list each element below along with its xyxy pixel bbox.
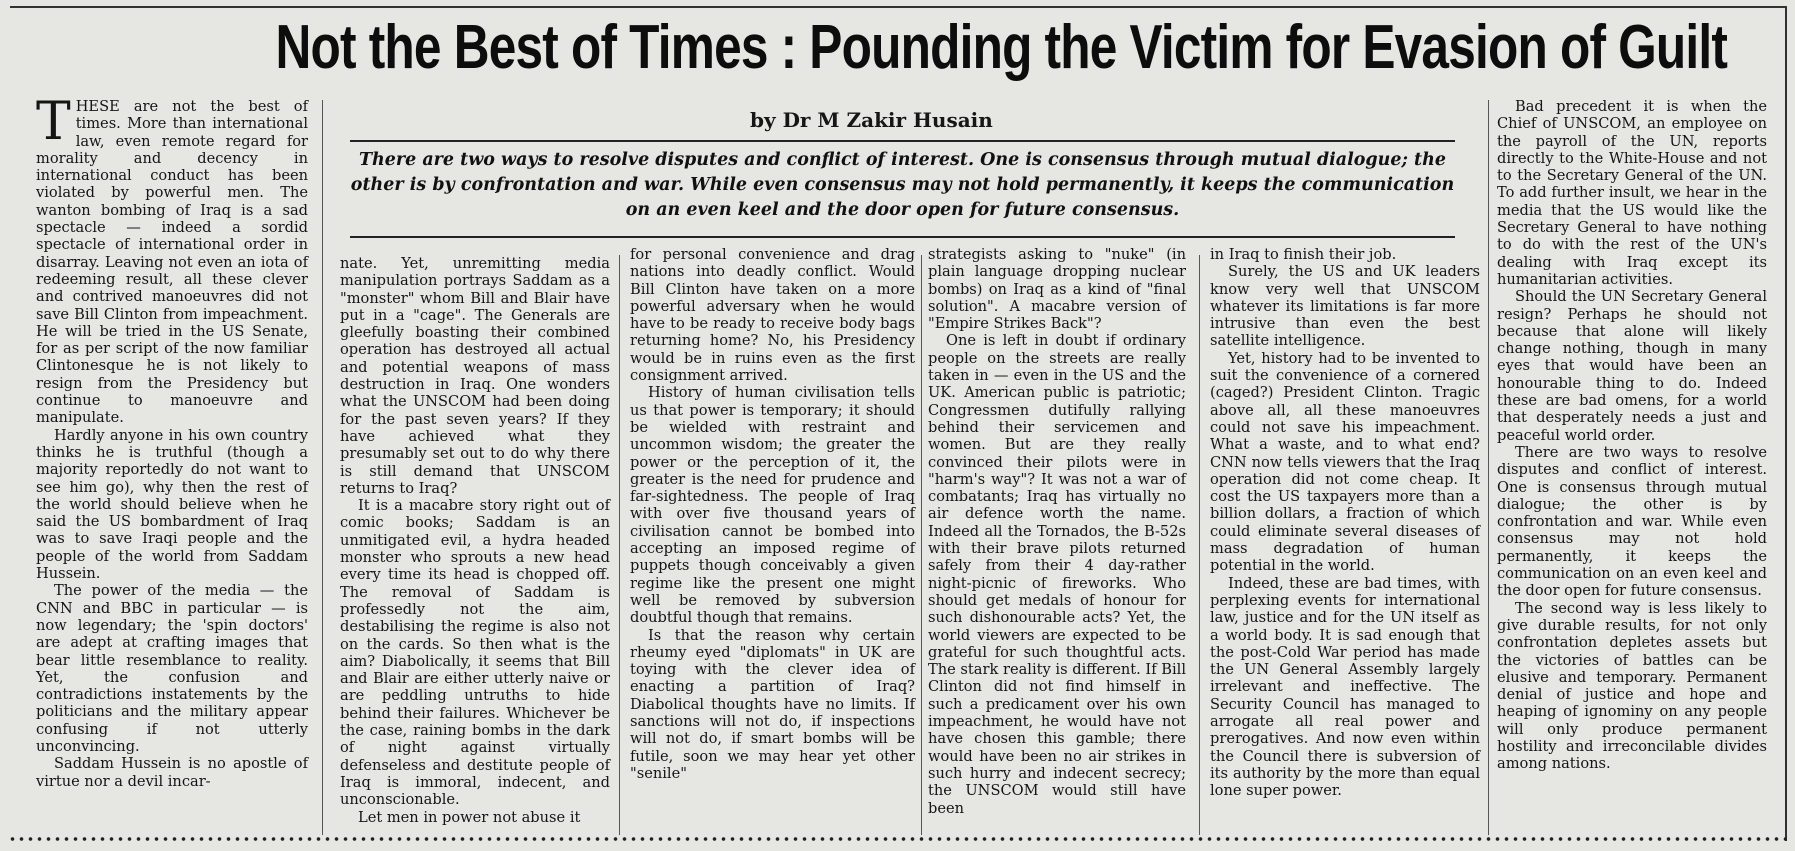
byline — [640, 108, 1540, 132]
article-column-1 — [36, 92, 308, 790]
article-paragraph: Bad precedent it is when the Chief of UNSCOM, an employee on the payroll of the UN, reports directly to the White-House and not to the Secretary General of the UN. To add further insult, we hear in the media that the US would like the Secretary General to have nothing to do with the rest of the UN's dealing with Iraq except its humanitarian activities. — [1497, 98, 1767, 288]
article-column-6 — [1497, 98, 1767, 773]
article-paragraph: Surely, the US and UK leaders know very well that UNSCOM whatever its limitations is far more intrusive than even the best satellite intelligence. — [1210, 263, 1480, 350]
deck-rule-top — [350, 140, 1455, 142]
byline-text: by Dr M Zakir Husain — [750, 108, 993, 132]
column-divider — [322, 100, 323, 835]
article-paragraph: It is a macabre story right out of comic books; Saddam is an unmitigated evil, a hydra headed monster who sprouts a new head every time its head is chopped off. The removal of Saddam is professedly not the aim, destabilising the regime is also not on the cards. So then what is the aim? Diabolically, it seems that Bill and Blair are either utterly naive or are peddling untruths to hide behind their failures. Whichever be the case, raining bombs in the dark of night against virtually defenseless and destitute people of Iraq is immoral, indecent, and unconscionable. — [340, 497, 610, 809]
article-paragraph: The power of the media — the CNN and BBC in particular — is now legendary; the 'spin doctors' are adept at crafting images that bear little resemblance to reality. Yet, the confusion and contradictions instatements by the politicians and the military appear confusing if not utterly unconvincing. — [36, 582, 308, 755]
article-column-2 — [340, 255, 610, 826]
deck-summary: There are two ways to resolve disputes and conflict of interest. One is consensus through mutual dialogue; the other is by confrontation and war. While even consensus may not hold permanently, it keeps the communication on an even keel and the door open for future consensus. — [350, 150, 1455, 220]
column-divider — [619, 255, 620, 835]
article-paragraph: for personal convenience and drag nations into deadly conflict. Would Bill Clinton have taken on a more powerful adversary when he would have to be ready to receive body bags returning home? No, his Presidency would be in ruins even as the first consignment arrived. — [630, 246, 915, 385]
top-border-rule — [10, 6, 1787, 8]
article-column-5 — [1210, 246, 1480, 800]
column-divider — [921, 255, 922, 835]
paragraph-text: HESE are not the best of times. More than international law, even remote regard for morality and decency in international conduct has been violated by powerful men. The wanton bombing of Iraq is a sad spectacle — indeed a sordid spectacle of international order in disarray. Leaving not even an iota of redeeming result, all these clever and contrived manoeuvres did not save Bill Clinton from impeachment. He will be tried in the US Senate, for as per script of the now familiar Clintonesque he is not likely to resign from the Presidency but continue to manoeuvre and manipulate. — [36, 98, 308, 427]
article-paragraph: Hardly anyone in his own country thinks he is truthful (though a majority reportedly do not want to see him go), why then the rest of the world should believe when he said the US bombardment of Iraq was to save Iraqi people and the people of the world from Saddam Hussein. — [36, 426, 308, 583]
column-divider — [1199, 255, 1200, 835]
drop-cap: T — [36, 92, 71, 152]
article-paragraph — [36, 92, 308, 427]
headline: Not the Best of Times : Pounding the Victim for Evasion of Guilt — [275, 13, 1728, 82]
article-paragraph: in Iraq to finish their job. — [1210, 246, 1397, 263]
article-paragraph: nate. Yet, unremitting media manipulation portrays Saddam as a "monster" whom Bill and Blair have put in a "cage". The Generals are gleefully boasting their combined operation has destroyed all actual and potential weapons of mass destruction in Iraq. One wonders what the UNSCOM had been doing for the past seven years? If they have achieved what they presumably set out to do why there is still demand that UNSCOM returns to Iraq? — [340, 255, 610, 497]
article-paragraph: Should the UN Secretary General resign? Perhaps he should not because that alone will likely change nothing, though in many eyes that would have been an honourable thing to do. Indeed these are bad omens, for a world that desperately needs a just and peaceful world order. — [1497, 288, 1767, 444]
article-paragraph: Indeed, these are bad times, with perplexing events for international law, justice and for the UN itself as a world body. It is sad enough that the post-Cold War period has made the UN General Assembly largely irrelevant and ineffective. The Security Council has managed to arrogate all real power and prerogatives. And now even within the Council there is subversion of its authority by the more than equal lone super power. — [1210, 574, 1480, 800]
column-divider — [1488, 100, 1489, 835]
deck-rule-bottom — [350, 236, 1455, 238]
dotted-bottom-border — [8, 834, 1787, 844]
right-border-rule — [1785, 6, 1787, 841]
article-column-4 — [928, 246, 1186, 817]
article-paragraph: Is that the reason why certain rheumy eyed "diplomats" in UK are toying with the clever idea of enacting a partition of Iraq? Diabolical thoughts have no limits. If sanctions will not do, if inspections will not do, if smart bombs will be futile, soon we may hear yet other "senile" — [630, 626, 915, 782]
article-paragraph: History of human civilisation tells us that power is temporary; it should be wielded with restraint and uncommon wisdom; the greater the power or the perception of it, the greater is the need for prudence and far-sightedness. The people of Iraq with over five thousand years of civilisation cannot be bombed into accepting an imposed regime of puppets though conceivably a given regime like the present one might well be removed by subversion doubtful though that remains. — [630, 384, 915, 627]
article-paragraph: Yet, history had to be invented to suit the convenience of a cornered (caged?) President Clinton. Tragic above all, all these manoeuvres could not save his impeachment. What a waste, and to what end? CNN now tells viewers that the Iraq operation did not come cheap. It cost the US taxpayers more than a billion dollars, a fraction of which could eliminate several diseases of mass degradation of human potential in the world. — [1210, 349, 1480, 575]
article-paragraph: The second way is less likely to give durable results, for not only confrontation depletes assets but the victories of battles can be elusive and temporary. Permanent denial of justice and hope and heaping of ignominy on any people will only produce permanent hostility and irreconcilable divides among nations. — [1497, 599, 1767, 773]
article-paragraph: One is left in doubt if ordinary people on the streets are really taken in — even in the US and the UK. American public is patriotic; Congressmen dutifully rallying behind their servicemen and women. But are they really convinced their pilots were in "harm's way"? It was not a war of combatants; Iraq has virtually no air defence worth the name. Indeed all the Tornados, the B-52s with their brave pilots returned safely from their 4 day-rather night-picnic of fireworks. Who should get medals of honour for such dishonourable acts? Yet, the world viewers are expected to be grateful for such thoughtful acts. The stark reality is different. If Bill Clinton did not find himself in such a predicament over his own impeachment, he would have not have chosen this gamble; there would have been no air strikes in such hurry and indecent secrecy; the UNSCOM would still have been — [928, 332, 1186, 817]
article-paragraph: Let men in power not abuse it — [358, 808, 581, 826]
article-paragraph: Saddam Hussein is no apostle of virtue nor a devil incar- — [36, 755, 308, 790]
article-paragraph: There are two ways to resolve disputes and conflict of interest. One is consensus through mutual dialogue; the other is by confrontation and war. While even consensus may not hold permanently, it keeps the communication on an even keel and the door open for future consensus. — [1497, 443, 1767, 600]
article-paragraph: strategists asking to "nuke" (in plain language dropping nuclear bombs) on Iraq as a kind of "final solution". A macabre version of "Empire Strikes Back"? — [928, 246, 1186, 333]
article-column-3 — [630, 246, 915, 782]
